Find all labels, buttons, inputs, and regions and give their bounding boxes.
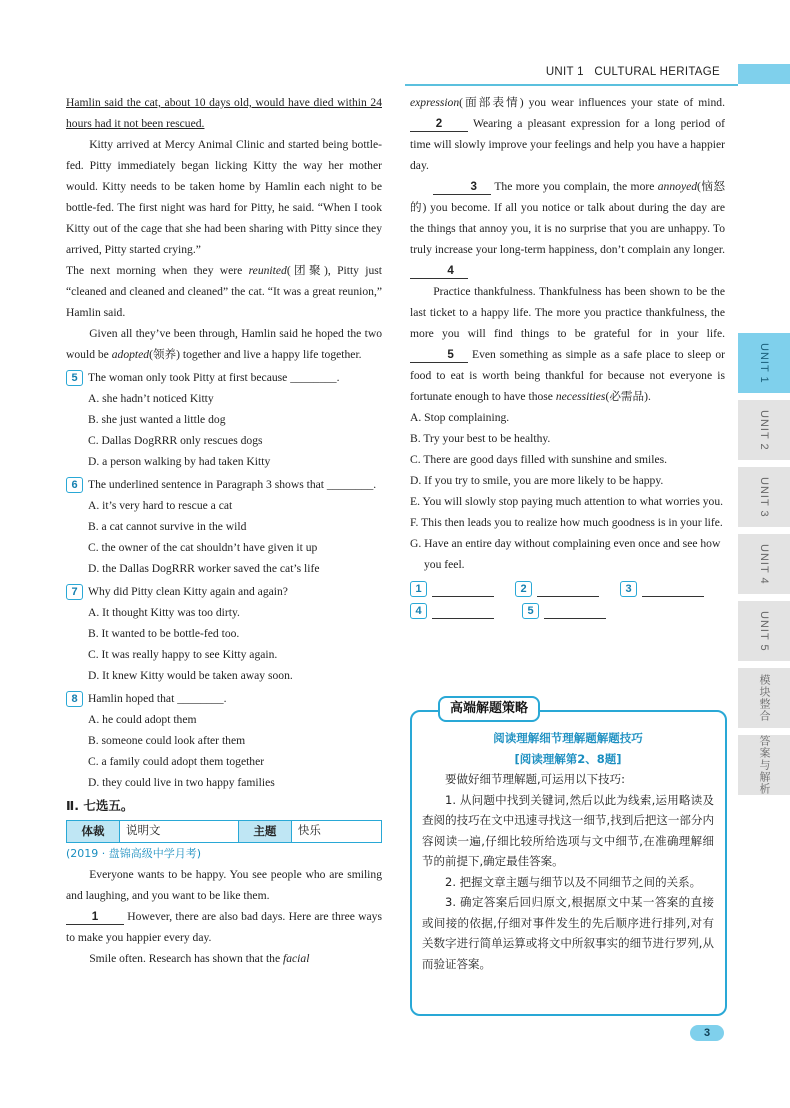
blank-5: 5	[410, 348, 468, 363]
blank-1: 1	[66, 910, 124, 925]
tab-unit-2[interactable]: UNIT 2	[738, 400, 790, 460]
choice-option: F. This then leads you to realize how much goodness is in your life.	[410, 516, 723, 529]
paragraph: Practice thankfulness. Thankfulness has been shown to be the last ticket to a happy life. The more you practice thankfulness, the more you will find things to be grateful for in your life. 5 Even something as simple as a safe place to sleep or food to eat is worth being thankful for because not everyone is fortunate enough to have those necessities(必需品).	[410, 285, 725, 403]
choice-option: C. There are good days filled with sunshine and smiles.	[410, 453, 668, 466]
paragraph: Everyone wants to be happy. You see people who are smiling and laughing, and you want to be like them.	[66, 868, 382, 902]
answer-option[interactable]: C. the owner of the cat shouldn’t have given it up	[88, 541, 318, 554]
strategy-subtitle: [阅读理解第2、8题]	[514, 751, 622, 766]
underlined-sentence: Hamlin said the cat, about 10 days old, would have died within 24 hours had it not been rescued.	[66, 96, 382, 130]
answer-row	[410, 581, 725, 597]
answer-item: 3	[620, 581, 725, 597]
tab-module[interactable]: 模块整合	[738, 668, 790, 728]
genre-value: 说明文	[120, 821, 239, 843]
paragraph: 3 The more you complain, the more annoyed(恼怒的) you become. If all you notice or talk about during the day are the things that annoy you, it is no surprise that you are unhappy. To truly increase your long-term happiness, don’t complain any longer. 4	[410, 180, 725, 277]
theme-label: 主题	[238, 821, 291, 843]
answer-option[interactable]: D. they could live in two happy families	[88, 776, 275, 789]
page-number: 3	[690, 1025, 724, 1041]
question-number: 7	[66, 584, 83, 600]
answer-row	[410, 603, 725, 619]
strategy-item: 3. 确定答案后回归原文,根据原文中某一答案的直接或间接的依据,仔细对事件发生的先后顺序进行排列,对有关数字进行简单运算或将文中所叙事实的细节进行罗列,从而验证答案。	[422, 895, 714, 971]
source-note: (2019 · 盘锦高级中学月考)	[66, 847, 202, 860]
answer-line[interactable]	[537, 582, 599, 597]
tab-unit-1[interactable]: UNIT 1	[738, 333, 790, 393]
strategy-item: 1. 从问题中找到关键词,然后以此为线索,运用略读及查阅的技巧在文中迅速寻找这一细节,找到后把这一部分内容阅读一遍,仔细比较所给选项与文中细节,在准确理解细节的前提下,确定最佳答案。	[422, 792, 714, 868]
answer-item: 2	[515, 581, 620, 597]
paragraph: Kitty arrived at Mercy Animal Clinic and started being bottle-fed. Pitty immediately began licking Kitty the way her mother would. Kitty needs to be taken home by Hamlin each night to be bottle-fed. The first night was hard for Pitty, he said. “When I took Kitty out of the cage that she had been sharing with Pitty since they arrived, Pitty started crying.”	[66, 138, 382, 256]
header-unit: UNIT 1	[545, 66, 584, 78]
right-column	[410, 92, 725, 619]
section-title: Ⅱ. 七选五。	[66, 798, 134, 813]
strategy-title: 阅读理解细节理解题解题技巧	[493, 731, 643, 745]
left-column	[66, 92, 382, 969]
answer-option[interactable]: B. a cat cannot survive in the wild	[88, 520, 247, 533]
question-number: 8	[66, 691, 83, 707]
choice-option: E. You will slowly stop paying much attention to what worries you.	[410, 495, 724, 508]
question-number: 6	[66, 477, 83, 493]
blank-2: 2	[410, 117, 468, 132]
header-color-block	[738, 64, 790, 84]
answer-option[interactable]: C. Dallas DogRRR only rescues dogs	[88, 434, 263, 447]
tab-unit-4[interactable]: UNIT 4	[738, 534, 790, 594]
tab-unit-3[interactable]: UNIT 3	[738, 467, 790, 527]
answer-option[interactable]: B. she just wanted a little dog	[88, 413, 226, 426]
strategy-content	[422, 728, 714, 974]
option-list	[410, 407, 725, 575]
answer-item: 1	[410, 581, 515, 597]
answer-option[interactable]: A. she hadn’t noticed Kitty	[88, 392, 214, 405]
choice-option: B. Try your best to be healthy.	[410, 432, 551, 445]
header-rule	[405, 84, 738, 86]
question-list	[66, 367, 382, 793]
info-table	[66, 820, 382, 843]
answer-option[interactable]: D. a person walking by had taken Kitty	[88, 455, 271, 468]
choice-option: A. Stop complaining.	[410, 411, 510, 424]
choice-option: G. Have an entire day without complaining even once and see how you feel.	[410, 537, 721, 571]
paragraph: Smile often. Research has shown that the facial	[89, 952, 310, 965]
answer-line[interactable]	[432, 582, 494, 597]
question-stem: 5 The woman only took Pitty at first because ________.	[66, 367, 382, 388]
blank-4: 4	[410, 264, 468, 279]
question-stem: 8 Hamlin hoped that ________.	[66, 688, 382, 709]
tab-answers[interactable]: 答案与解析	[738, 735, 790, 795]
answer-option[interactable]: A. it’s very hard to rescue a cat	[88, 499, 233, 512]
question-number: 5	[66, 370, 83, 386]
unit-tabs	[738, 333, 790, 802]
question-stem: 7 Why did Pitty clean Kitty again and again?	[66, 581, 382, 602]
answer-option[interactable]: A. It thought Kitty was too dirty.	[88, 606, 240, 619]
answer-option[interactable]: B. someone could look after them	[88, 734, 246, 747]
answer-line[interactable]	[544, 604, 606, 619]
header-title: CULTURAL HERITAGE	[594, 66, 720, 78]
theme-value: 快乐	[291, 821, 381, 843]
paragraph: expression(面部表情) you wear influences your state of mind. 2 Wearing a pleasant expression for a long period of time will slowly improve your feelings and help you have a happier day.	[410, 96, 725, 172]
answer-option[interactable]: D. the Dallas DogRRR worker saved the cat’s life	[88, 562, 320, 575]
answer-item: 5	[522, 603, 634, 619]
strategy-intro: 要做好细节理解题,可运用以下技巧:	[445, 772, 626, 786]
paragraph: Given all they’ve been through, Hamlin said he hoped the two would be adopted(领养) together and live a happy life together.	[66, 327, 382, 361]
answer-option[interactable]: A. he could adopt them	[88, 713, 197, 726]
paragraph: The next morning when they were reunited(团聚), Pitty just “cleaned and cleaned and cleaned” the cat. “It was a great reunion,” Hamlin said.	[66, 264, 383, 319]
paragraph: 1 However, there are also bad days. Here are three ways to make you happier every day.	[66, 910, 382, 944]
question-stem: 6 The underlined sentence in Paragraph 3 shows that ________.	[66, 474, 382, 495]
answer-line[interactable]	[432, 604, 494, 619]
tab-unit-5[interactable]: UNIT 5	[738, 601, 790, 661]
choice-option: D. If you try to smile, you are more likely to be happy.	[410, 474, 664, 487]
answer-option[interactable]: B. It wanted to be bottle-fed too.	[88, 627, 240, 640]
answer-option[interactable]: C. It was really happy to see Kitty again.	[88, 648, 278, 661]
running-header	[546, 66, 720, 78]
blank-3: 3	[433, 180, 491, 195]
answer-option[interactable]: D. It knew Kitty would be taken away soon.	[88, 669, 293, 682]
strategy-label: 高端解题策略	[438, 696, 540, 722]
strategy-item: 2. 把握文章主题与细节以及不同细节之间的关系。	[445, 874, 702, 889]
genre-label: 体裁	[67, 821, 120, 843]
answer-option[interactable]: C. a family could adopt them together	[88, 755, 265, 768]
answer-item: 4	[410, 603, 522, 619]
answer-line[interactable]	[642, 582, 704, 597]
